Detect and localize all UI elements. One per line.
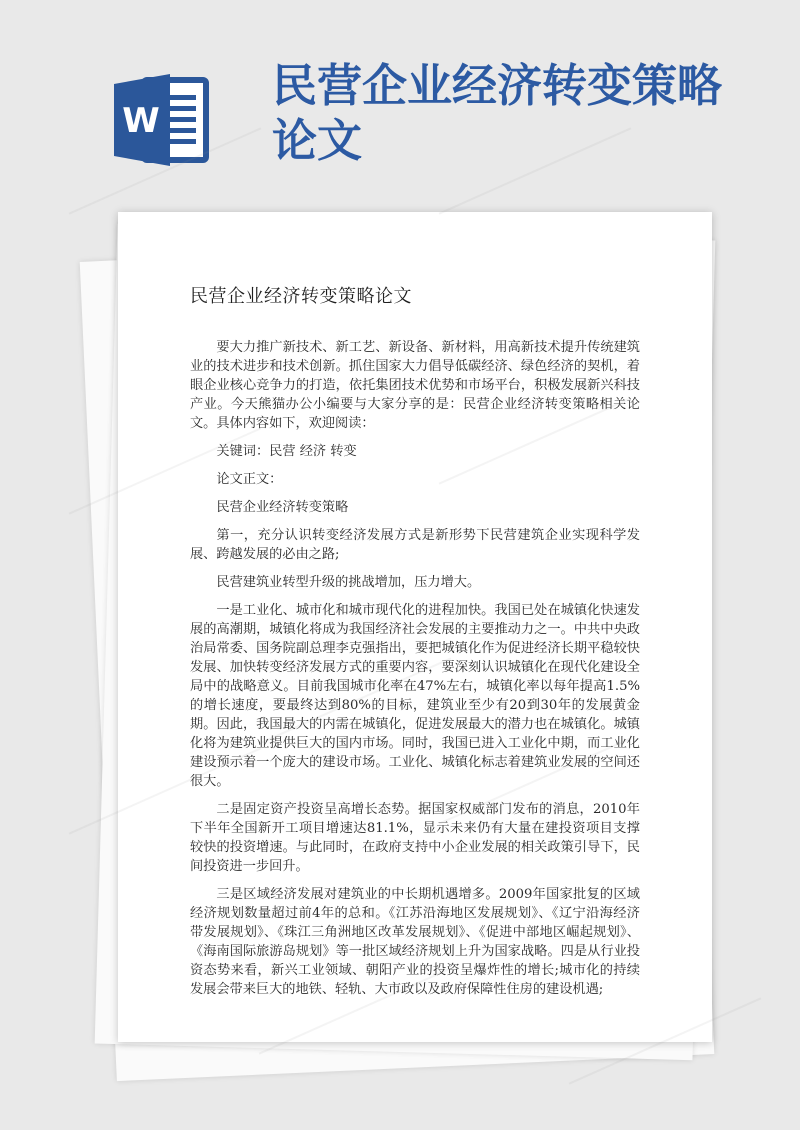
document-page [118,212,712,1042]
paragraph: 民营建筑业转型升级的挑战增加，压力增大。 [216,575,481,590]
document-title: 民营企业经济转变策略论文 [190,286,412,307]
paragraph: 一是工业化、城市化和城市现代化的进程加快。我国已处在城镇化快速发展的高潮期，城镇化将成为我国经济社会发展的主要推动力之一。中共中央政治局常委、国务院副总理李克强指出，要把城镇化作为促进经济长期平稳较快发展、加快转变经济发展方式的重要内容，要深刻认识城镇化在现代化建设全局中的战略意义。目前我国城市化率在47%左右，城镇化率以每年提高1.5%的增长速度，要最终达到80%的目标，建筑业至少有20到30年的发展黄金期。因此，我国最大的内需在城镇化，促进发展最大的潜力也在城镇化。城镇化将为建筑业提供巨大的国内市场。同时，我国已进入工业化中期，而工业化建设预示着一个庞大的建设市场。工业化、城镇化标志着建筑业发展的空间还很大。 [190,603,640,789]
paragraph: 三是区域经济发展对建筑业的中长期机遇增多。2009年国家批复的区域经济规划数量超过前4年的总和。《江苏沿海地区发展规划》、《辽宁沿海经济带发展规划》、《珠江三角洲地区改革发展规划》、《促进中部地区崛起规划》、《海南国际旅游岛规划》等一批区域经济规划上升为国家战略。四是从行业投资态势来看，新兴工业领域、朝阳产业的投资呈爆炸性的增长;城市化的持续发展会带来巨大的地铁、轻轨、大市政以及政府保障性住房的建设机遇; [190,887,640,997]
word-icon-letter: W [122,101,160,141]
paragraph: 二是固定资产投资呈高增长态势。据国家权威部门发布的消息，2010年下半年全国新开工项目增速达81.1%，显示未来仍有大量在建投资项目支撑较快的投资增速。与此同时，在政府支持中小企业发展的相关政策引导下，民间投资进一步回升。 [190,802,640,874]
paragraph: 要大力推广新技术、新工艺、新设备、新材料，用高新技术提升传统建筑业的技术进步和技术创新。抓住国家大力倡导低碳经济、绿色经济的契机，着眼企业核心竞争力的打造，依托集团技术优势和市场平台，积极发展新兴科技产业。今天熊猫办公小编要与大家分享的是：民营企业经济转变策略相关论文。具体内容如下，欢迎阅读： [190,340,640,431]
document-body [190,338,640,999]
paragraph: 民营企业经济转变策略 [216,500,349,515]
keywords-line: 关键词：民营 经济 转变 [216,444,357,459]
banner-title: 民营企业经济转变策略论文 [272,59,723,167]
paragraph: 论文正文： [216,472,283,487]
paragraph: 第一，充分认识转变经济发展方式是新形势下民营建筑企业实现科学发展、跨越发展的必由之路; [190,528,640,562]
word-document-icon [110,68,214,172]
